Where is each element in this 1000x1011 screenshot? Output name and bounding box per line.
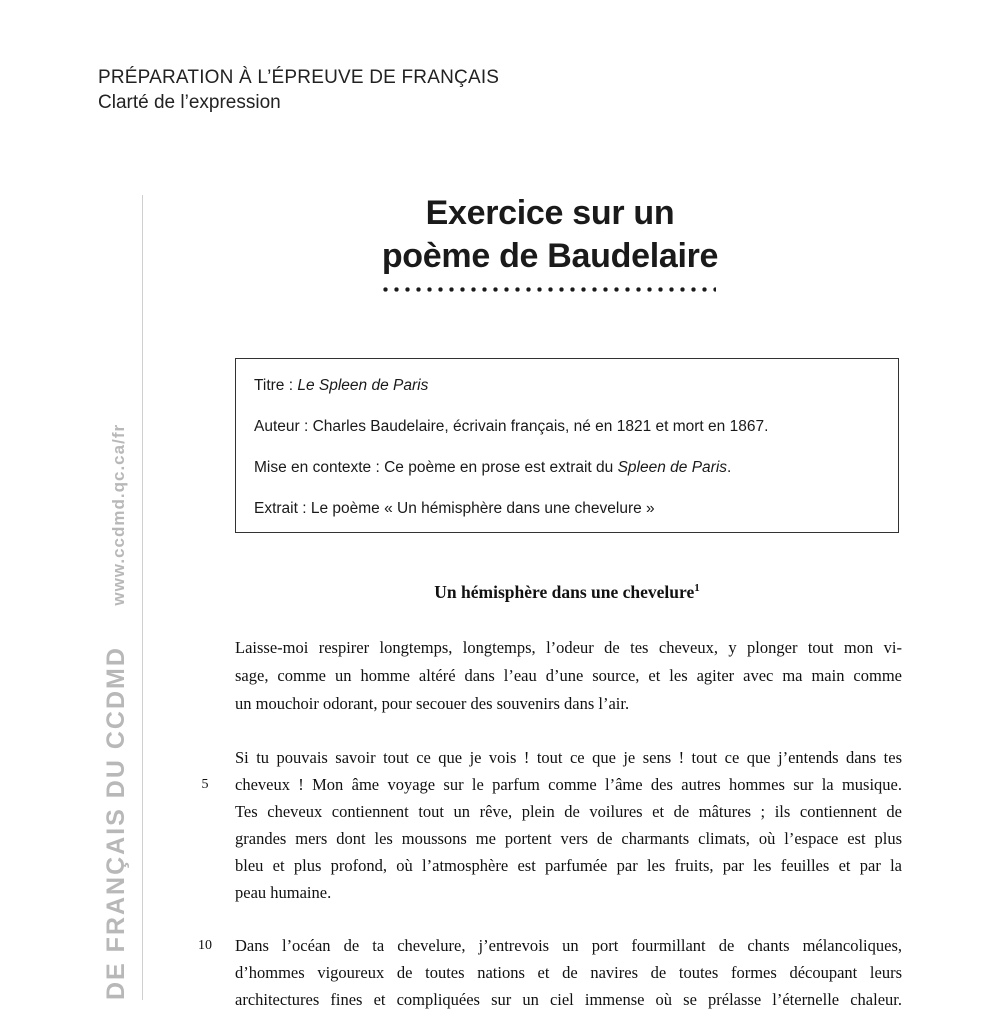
poem-line: peau humaine. bbox=[235, 883, 332, 902]
poem-line: Si tu pouvais savoir tout ce que je vois ! tout ce que je sens ! tout ce que j’entends dans tes bbox=[235, 748, 902, 767]
poem-line: bleu et plus profond, où l’atmosphère est parfumée par les fruits, par les feuilles et par la bbox=[235, 856, 902, 875]
poem-title: Un hémisphère dans une chevelure$^1$ bbox=[434, 582, 700, 602]
sidebar-url: www.ccdmd.qc.ca/fr bbox=[109, 423, 128, 606]
info-auteur: Auteur : Charles Baudelaire, écrivain français, né en 1821 et mort en 1867. bbox=[254, 418, 769, 435]
line-number: 10 bbox=[198, 938, 212, 953]
poem-line: architectures fines et compliquées sur un ciel immense où se prélasse l’éternelle chaleur. bbox=[235, 990, 902, 1009]
page-title bbox=[330, 192, 770, 278]
margin-rule bbox=[142, 195, 143, 1000]
dotted-divider bbox=[380, 287, 716, 292]
info-contexte: Mise en contexte : Ce poème en prose est extrait du Spleen de Paris. bbox=[254, 459, 732, 476]
poem-line: Tes cheveux contiennent tout un rêve, plein de voilures et de mâtures ; ils contiennent de bbox=[235, 802, 902, 821]
footnote-marker: 1 bbox=[694, 582, 700, 595]
poem-line: grandes mers dont les moussons me portent vers de charmants climats, où l’espace est plus bbox=[235, 829, 902, 848]
header-subtitle: Clarté de l’expression bbox=[98, 92, 281, 113]
poem-line: cheveux ! Mon âme voyage sur le parfum comme l’âme des autres hommes sur la musique. bbox=[235, 775, 902, 794]
vertical-sidebar-text bbox=[102, 424, 131, 1000]
poem-line: Laisse-moi respirer longtemps, longtemps, l’odeur de tes cheveux, y plonger tout mon vi- bbox=[235, 638, 902, 657]
poem-line: sage, comme un homme altéré dans l’eau d’une source, et les agiter avec ma main comme bbox=[235, 666, 902, 685]
poem-line: un mouchoir odorant, pour secouer des souvenirs dans l’air. bbox=[235, 694, 630, 713]
info-titre-value: Le Spleen de Paris bbox=[297, 377, 429, 394]
poem-line: Dans l’océan de ta chevelure, j’entrevois un port fourmillant de chants mélancoliques, bbox=[235, 936, 902, 955]
line-number: 5 bbox=[201, 777, 209, 792]
page-header bbox=[98, 66, 499, 116]
info-contexte-work: Spleen de Paris bbox=[617, 459, 728, 476]
page-title-line2: poème de Baudelaire bbox=[381, 237, 719, 275]
info-box bbox=[235, 358, 899, 533]
info-titre: Titre : Le Spleen de Paris bbox=[254, 377, 429, 394]
header-section-title: PRÉPARATION À L’ÉPREUVE DE FRANÇAIS bbox=[98, 67, 500, 88]
info-extrait: Extrait : Le poème « Un hémisphère dans une chevelure » bbox=[254, 500, 655, 517]
page-title-line1: Exercice sur un bbox=[425, 194, 675, 232]
sidebar-publisher: DE FRANÇAIS DU CCDMD bbox=[102, 646, 130, 1000]
poem-line: d’hommes vigoureux de toutes nations et de navires de toutes formes découpant leurs bbox=[235, 963, 902, 982]
